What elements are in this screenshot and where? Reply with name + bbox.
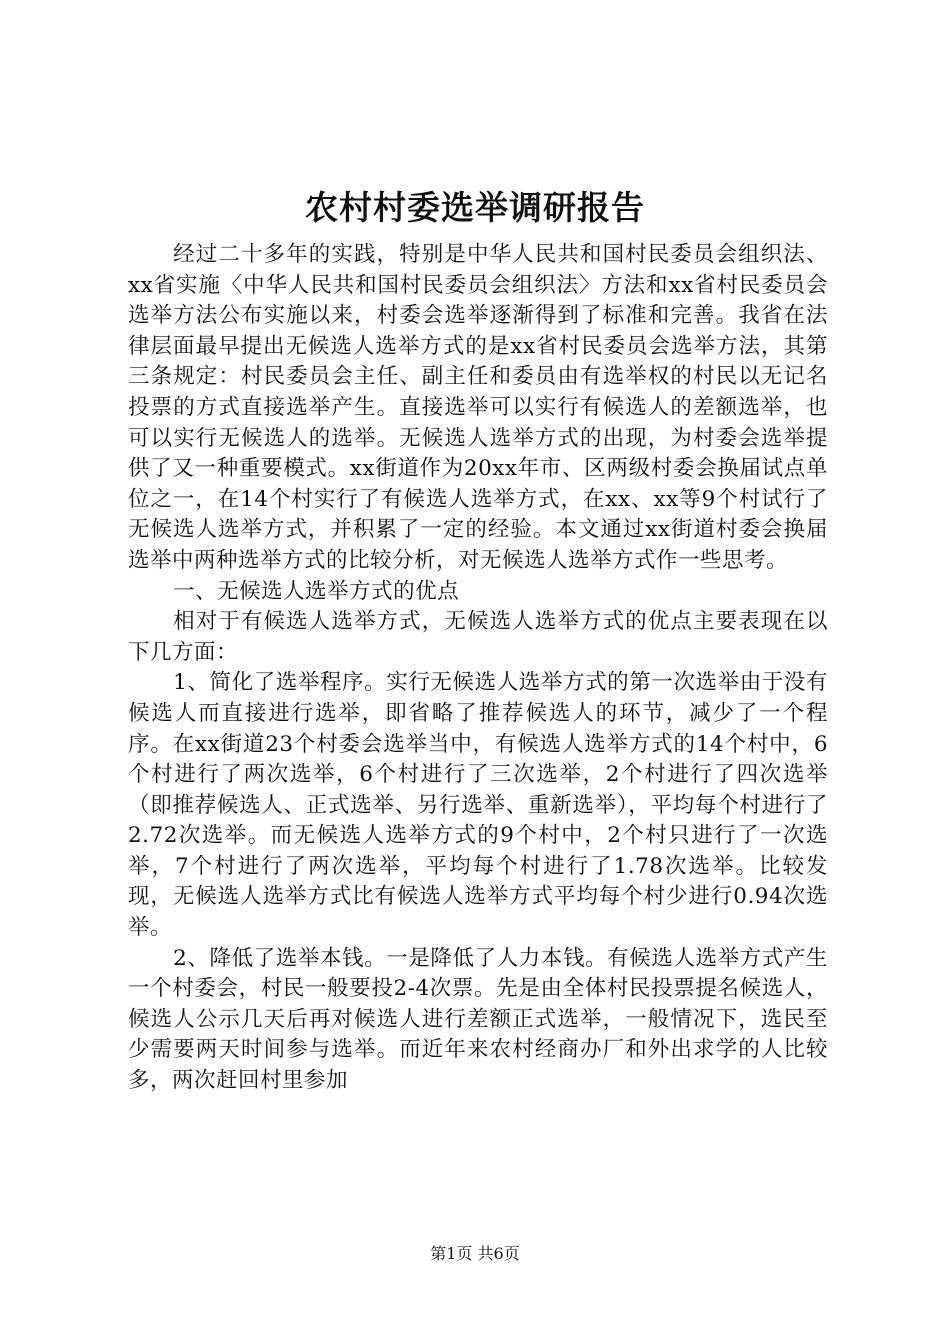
document-body <box>128 240 828 1097</box>
section-heading-advantages: 一、无候选人选举方式的优点 <box>173 578 460 604</box>
paragraph-intro: 经过二十多年的实践，特别是中华人民共和国村民委员会组织法、xx省实施〈中华人民共和国村民委员会组织法〉方法和xx省村民委员会选举方法公布实施以来，村委会选举逐渐得到了标准和完善。我省在法律层面最早提出无候选人选举方式的是xx省村民委员会选举方法，其第三条规定：村民委员会主任、副主任和委员由有选举权的村民以无记名投票的方式直接选举产生。直接选举可以实行有候选人的差额选举，也可以实行无候选人的选举。无候选人选举方式的出现，为村委会选举提供了又一种重要模式。xx街道作为20xx年市、区两级村委会换届试点单位之一，在14个村实行了有候选人选举方式，在xx、xx等9个村试行了无候选人选举方式，并积累了一定的经验。本文通过xx街道村委会换届选举中两种选举方式的比较分析，对无候选人选举方式作一些思考。 <box>128 242 828 573</box>
document-title: 农村村委选举调研报告 <box>305 188 645 227</box>
paragraph-advantages-intro: 相对于有候选人选举方式，无候选人选举方式的优点主要表现在以下几方面： <box>128 609 828 665</box>
paragraph-point-2: 2、降低了选举本钱。一是降低了人力本钱。有候选人选举方式产生一个村委会，村民一般要投2-4次票。先是由全体村民投票提名候选人，候选人公示几天后再对候选人进行差额正式选举，一般情况下，选民至少需要两天时间参与选举。而近年来农村经商办厂和外出求学的人比较多，两次赶回村里参加 <box>128 945 828 1094</box>
paragraph-point-1: 1、简化了选举程序。实行无候选人选举方式的第一次选举由于没有候选人而直接进行选举，即省略了推荐候选人的环节，减少了一个程序。在xx街道23个村委会选举当中，有候选人选举方式的14个村中，6个村进行了两次选举，6个村进行了三次选举，2个村进行了四次选举（即推荐候选人、正式选举、另行选举、重新选举），平均每个村进行了2.72次选举。而无候选人选举方式的9个村中，2个村只进行了一次选举，7个村进行了两次选举，平均每个村进行了1.78次选举。比较发现，无候选人选举方式比有候选人选举方式平均每个村少进行0.94次选举。 <box>128 670 828 941</box>
page-number-footer: 第1页 共6页 <box>430 1244 520 1263</box>
